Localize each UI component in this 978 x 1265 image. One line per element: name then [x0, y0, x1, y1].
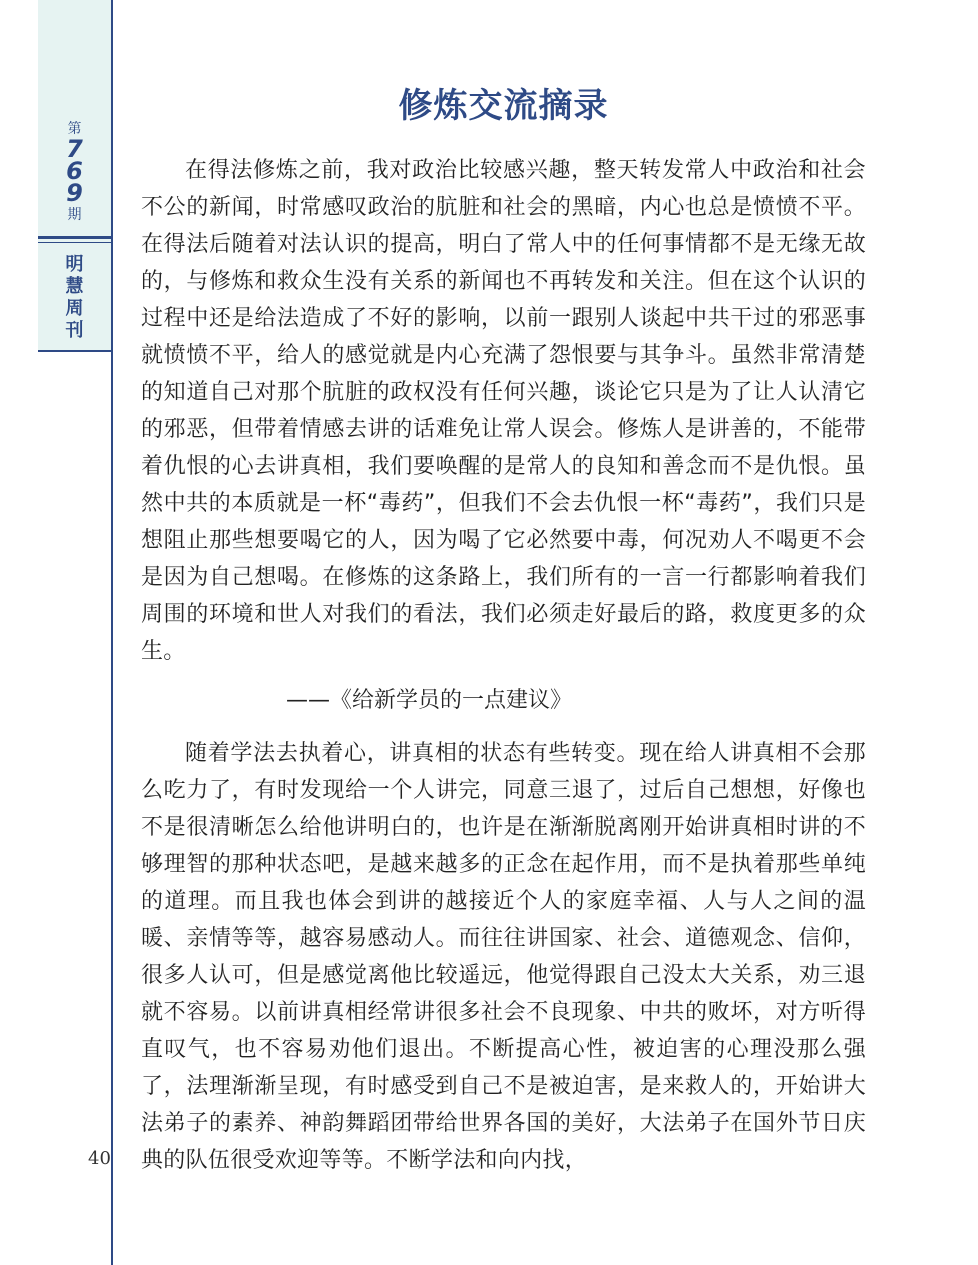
- page-number: 40: [88, 1148, 111, 1169]
- article: [141, 84, 866, 1179]
- sidebar-divider-thin: [38, 242, 111, 243]
- magazine-name: [38, 254, 111, 342]
- article-paragraph: 随着学法去执着心，讲真相的状态有些转变。现在给人讲真相不会那么吃力了，有时发现给一个人讲完，同意三退了，过后自己想想，好像也不是很清晰怎么给他讲明白的，也许是在渐渐脱离刚开始讲真相时讲的不够理智的那种状态吧，是越来越多的正念在起作用，而不是执着那些单纯的道理。而且我也体会到讲的越接近个人的家庭幸福、人与人之间的温暖、亲情等等，越容易感动人。而往往讲国家、社会、道德观念、信仰，很多人认可，但是感觉离他比较遥远，他觉得跟自己没太大关系，劝三退就不容易。以前讲真相经常讲很多社会不良现象、中共的败坏，对方听得直叹气，也不容易劝他们退出。不断提高心性，被迫害的心理没那么强了，法理渐渐呈现，有时感受到自己不是被迫害，是来救人的，开始讲大法弟子的素养、神韵舞蹈团带给世界各国的美好，大法弟子在国外节日庆典的队伍很受欢迎等等。不断学法和向内找，: [141, 741, 866, 1173]
- article-title: 修炼交流摘录: [398, 86, 609, 126]
- issue-suffix: 期: [67, 207, 82, 223]
- article-paragraph: 在得法修炼之前，我对政治比较感兴趣，整天转发常人中政治和社会不公的新闻，时常感叹政治的肮脏和社会的黑暗，内心也总是愤愤不平。在得法后随着对法认识的提高，明白了常人中的任何事情都不是无缘无故的，与修炼和救众生没有关系的新闻也不再转发和关注。但在这个认识的过程中还是给法造成了不好的影响，以前一跟别人谈起中共干过的邪恶事就愤愤不平，给人的感觉就是内心充满了怨恨要与其争斗。虽然非常清楚的知道自己对那个肮脏的政权没有任何兴趣，谈论它只是为了让人认清它的邪恶，但带着情感去讲的话难免让常人误会。修炼人是讲善的，不能带着仇恨的心去讲真相，我们要唤醒的是常人的良知和善念而不是仇恨。虽然中共的本质就是一杯“毒药”，但我们不会去仇恨一杯“毒药”，我们只是想阻止那些想要喝它的人，因为喝了它必然要中毒，何况劝人不喝更不会是因为自己想喝。在修炼的这条路上，我们所有的一言一行都影响着我们周围的环境和世人对我们的看法，我们必须走好最后的路，救度更多的众生。: [141, 158, 866, 664]
- margin-vertical-rule: [111, 0, 113, 1265]
- magazine-name-char: 慧: [65, 276, 84, 297]
- issue-digit: 9: [66, 179, 83, 207]
- magazine-name-char: 刊: [65, 320, 84, 341]
- sidebar-divider-bottom: [38, 350, 111, 352]
- magazine-name-char: 明: [65, 254, 84, 275]
- issue-number: [38, 120, 111, 224]
- sidebar-divider-thick: [38, 236, 111, 239]
- issue-prefix: 第: [67, 121, 82, 137]
- issue-digit: 6: [66, 157, 83, 185]
- issue-digit: 7: [66, 135, 83, 163]
- magazine-name-char: 周: [65, 298, 84, 319]
- article-source: ——《给新学员的一点建议》: [286, 688, 573, 713]
